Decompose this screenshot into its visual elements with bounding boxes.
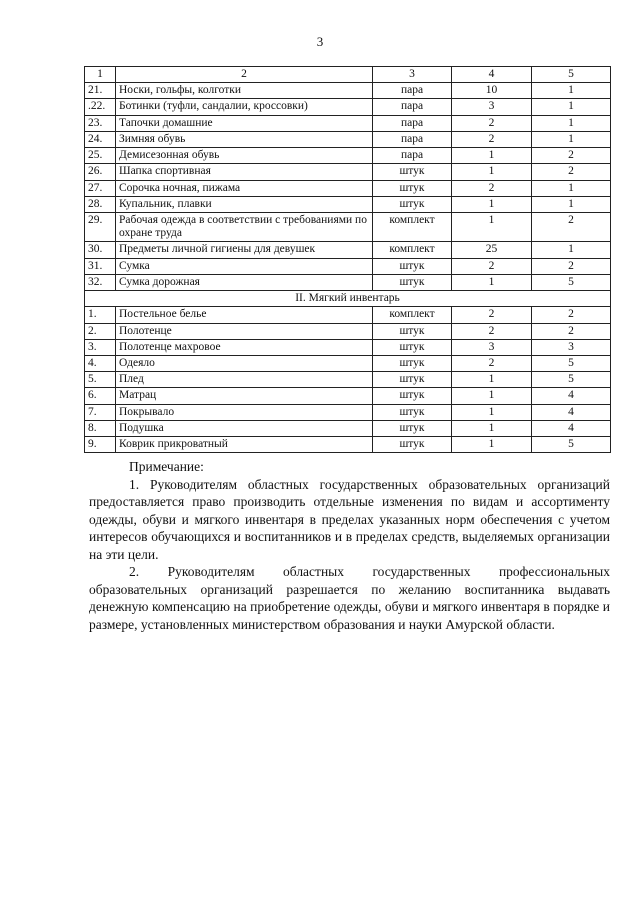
item-name-cell: Подушка [116,420,373,436]
norm-quantity-cell: 2 [452,355,532,371]
item-name-cell: Одеяло [116,355,373,371]
item-name-cell: Плед [116,372,373,388]
inventory-table-body [85,67,611,453]
wear-period-cell: 2 [532,212,611,241]
norm-quantity-cell: 2 [452,131,532,147]
norm-quantity-cell: 1 [452,212,532,241]
unit-cell: штук [373,274,452,290]
row-number-cell: 8. [85,420,116,436]
header-cell: 2 [116,67,373,83]
wear-period-cell: 2 [532,164,611,180]
table-row [85,258,611,274]
norm-quantity-cell: 2 [452,323,532,339]
unit-cell: штук [373,388,452,404]
row-number-cell: 21. [85,83,116,99]
unit-cell: штук [373,355,452,371]
note-paragraph-1: 1. Руководителям областных государственных образовательных организаций предоставляется право производить отдельные изменения по видам и ассортименту одежды, обуви и мягкого инвентаря в пределах указанных норм обеспечения с учетом интересов обучающихся и воспитанников и в пределах средств, выделяемых организации на эти цели. [89,476,610,562]
norm-quantity-cell: 2 [452,180,532,196]
table-row [85,83,611,99]
unit-cell: штук [373,437,452,453]
table-row [85,404,611,420]
norm-quantity-cell: 2 [452,258,532,274]
norm-quantity-cell: 1 [452,196,532,212]
row-number-cell: 2. [85,323,116,339]
row-number-cell: .22. [85,99,116,115]
norm-quantity-cell: 1 [452,420,532,436]
item-name-cell: Сумка дорожная [116,274,373,290]
table-row [85,420,611,436]
wear-period-cell: 3 [532,339,611,355]
row-number-cell: 7. [85,404,116,420]
wear-period-cell: 5 [532,274,611,290]
row-number-cell: 25. [85,148,116,164]
row-number-cell: 29. [85,212,116,241]
wear-period-cell: 2 [532,323,611,339]
norm-quantity-cell: 2 [452,307,532,323]
table-row [85,372,611,388]
row-number-cell: 6. [85,388,116,404]
header-cell: 5 [532,67,611,83]
wear-period-cell: 5 [532,437,611,453]
row-number-cell: 24. [85,131,116,147]
item-name-cell: Тапочки домашние [116,115,373,131]
unit-cell: штук [373,323,452,339]
unit-cell: комплект [373,212,452,241]
unit-cell: штук [373,180,452,196]
table-row [85,131,611,147]
item-name-cell: Полотенце махровое [116,339,373,355]
unit-cell: пара [373,148,452,164]
wear-period-cell: 1 [532,99,611,115]
row-number-cell: 32. [85,274,116,290]
table-row [85,355,611,371]
item-name-cell: Ботинки (туфли, сандалии, кроссовки) [116,99,373,115]
wear-period-cell: 4 [532,420,611,436]
table-row [85,388,611,404]
wear-period-cell: 5 [532,372,611,388]
unit-cell: пара [373,115,452,131]
wear-period-cell: 1 [532,131,611,147]
note-paragraph-2: 2. Руководителям областных государственных профессиональных образовательных организаций разрешается по желанию воспитанника выдавать денежную компенсацию на приобретение одежды, обуви и мягкого инвентаря в порядке и размере, установленных министерством образования и науки Амурской области. [89,564,610,632]
table-row [85,242,611,258]
row-number-cell: 28. [85,196,116,212]
item-name-cell: Демисезонная обувь [116,148,373,164]
norm-quantity-cell: 2 [452,115,532,131]
norm-quantity-cell: 3 [452,99,532,115]
header-cell: 3 [373,67,452,83]
wear-period-cell: 1 [532,196,611,212]
unit-cell: пара [373,83,452,99]
wear-period-cell: 5 [532,355,611,371]
unit-cell: штук [373,196,452,212]
norm-quantity-cell: 1 [452,274,532,290]
table-row [85,99,611,115]
section-row [85,291,611,307]
wear-period-cell: 4 [532,404,611,420]
table-row [85,323,611,339]
unit-cell: штук [373,404,452,420]
table-row [85,437,611,453]
item-name-cell: Зимняя обувь [116,131,373,147]
item-name-cell: Рабочая одежда в соответствии с требованиями по охране труда [116,212,373,241]
wear-period-cell: 2 [532,258,611,274]
norm-quantity-cell: 10 [452,83,532,99]
unit-cell: штук [373,339,452,355]
note-block [89,458,610,633]
item-name-cell: Покрывало [116,404,373,420]
note-title: Примечание: [129,459,204,474]
table-row [85,196,611,212]
item-name-cell: Купальник, плавки [116,196,373,212]
wear-period-cell: 1 [532,83,611,99]
row-number-cell: 26. [85,164,116,180]
wear-period-cell: 2 [532,307,611,323]
item-name-cell: Коврик прикроватный [116,437,373,453]
unit-cell: комплект [373,307,452,323]
unit-cell: пара [373,99,452,115]
wear-period-cell: 1 [532,242,611,258]
item-name-cell: Носки, гольфы, колготки [116,83,373,99]
table-row [85,307,611,323]
item-name-cell: Предметы личной гигиены для девушек [116,242,373,258]
wear-period-cell: 1 [532,180,611,196]
table-row [85,148,611,164]
table-row [85,274,611,290]
header-cell: 1 [85,67,116,83]
row-number-cell: 27. [85,180,116,196]
row-number-cell: 9. [85,437,116,453]
table-row [85,115,611,131]
item-name-cell: Сорочка ночная, пижама [116,180,373,196]
item-name-cell: Шапка спортивная [116,164,373,180]
table-row [85,164,611,180]
norm-quantity-cell: 1 [452,404,532,420]
table-row [85,180,611,196]
row-number-cell: 1. [85,307,116,323]
norm-quantity-cell: 1 [452,372,532,388]
norm-quantity-cell: 25 [452,242,532,258]
unit-cell: штук [373,164,452,180]
wear-period-cell: 4 [532,388,611,404]
wear-period-cell: 1 [532,115,611,131]
row-number-cell: 4. [85,355,116,371]
unit-cell: штук [373,420,452,436]
row-number-cell: 3. [85,339,116,355]
table-row [85,212,611,241]
norm-quantity-cell: 1 [452,164,532,180]
page-number: 3 [316,34,324,49]
unit-cell: штук [373,258,452,274]
unit-cell: пара [373,131,452,147]
item-name-cell: Постельное белье [116,307,373,323]
header-cell: 4 [452,67,532,83]
row-number-cell: 23. [85,115,116,131]
table-row [85,339,611,355]
item-name-cell: Сумка [116,258,373,274]
wear-period-cell: 2 [532,148,611,164]
norm-quantity-cell: 1 [452,437,532,453]
inventory-table [84,66,611,453]
norm-quantity-cell: 3 [452,339,532,355]
item-name-cell: Матрац [116,388,373,404]
unit-cell: комплект [373,242,452,258]
row-number-cell: 5. [85,372,116,388]
norm-quantity-cell: 1 [452,388,532,404]
norm-quantity-cell: 1 [452,148,532,164]
item-name-cell: Полотенце [116,323,373,339]
section-title: II. Мягкий инвентарь [85,291,611,307]
table-header-row [85,67,611,83]
row-number-cell: 31. [85,258,116,274]
row-number-cell: 30. [85,242,116,258]
unit-cell: штук [373,372,452,388]
